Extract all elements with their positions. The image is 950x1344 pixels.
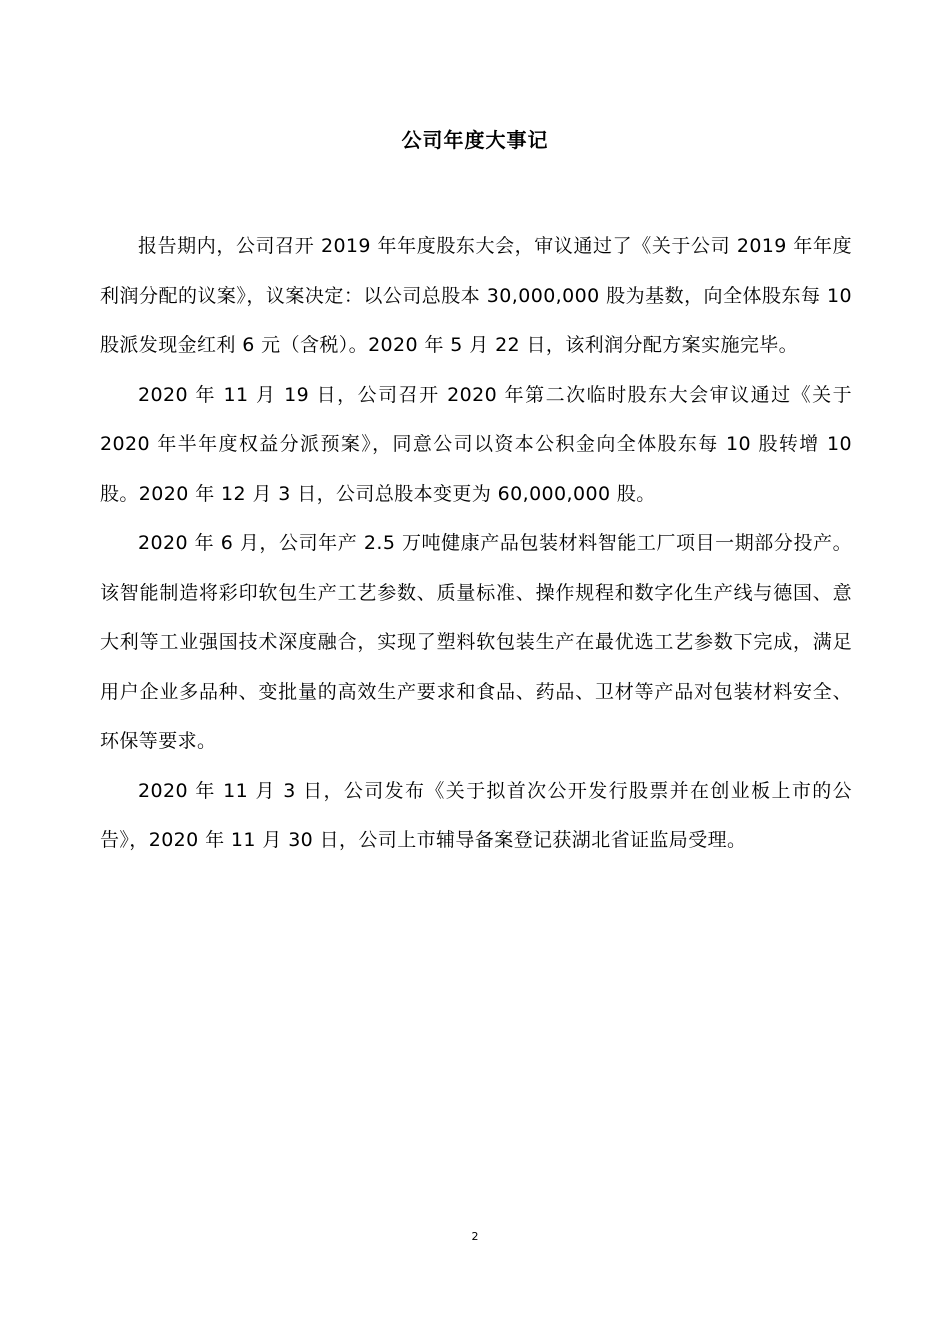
paragraph-smart-factory: 2020 年 6 月，公司年产 2.5 万吨健康产品包装材料智能工厂项目一期部分投产。该智能制造将彩印软包生产工艺参数、质量标准、操作规程和数字化生产线与德国、意大利等工业强国技术深度融合，实现了塑料软包装生产在最优选工艺参数下完成，满足用户企业多品种、变批量的高效生产要求和食品、药品、卫材等产品对包装材料安全、环保等要求。 <box>100 532 852 752</box>
page-title: 公司年度大事记 <box>401 128 549 152</box>
page-number: 2 <box>471 1230 479 1243</box>
body-text <box>100 222 852 866</box>
paragraph-share-conversion: 2020 年 11 月 19 日，公司召开 2020 年第二次临时股东大会审议通过《关于 2020 年半年度权益分派预案》，同意公司以资本公积金向全体股东每 10 股转增 10 股。2020 年 12 月 3 日，公司总股本变更为 60,000,000 股。 <box>100 383 852 505</box>
paragraph-ipo-announcement: 2020 年 11 月 3 日，公司发布《关于拟首次公开发行股票并在创业板上市的公告》，2020 年 11 月 30 日，公司上市辅导备案登记获湖北省证监局受理。 <box>100 779 852 851</box>
paragraph-profit-distribution: 报告期内，公司召开 2019 年年度股东大会，审议通过了《关于公司 2019 年年度利润分配的议案》，议案决定：以公司总股本 30,000,000 股为基数，向全体股东每 10 股派发现金红利 6 元（含税）。2020 年 5 月 22 日，该利润分配方案实施完毕。 <box>100 235 852 356</box>
